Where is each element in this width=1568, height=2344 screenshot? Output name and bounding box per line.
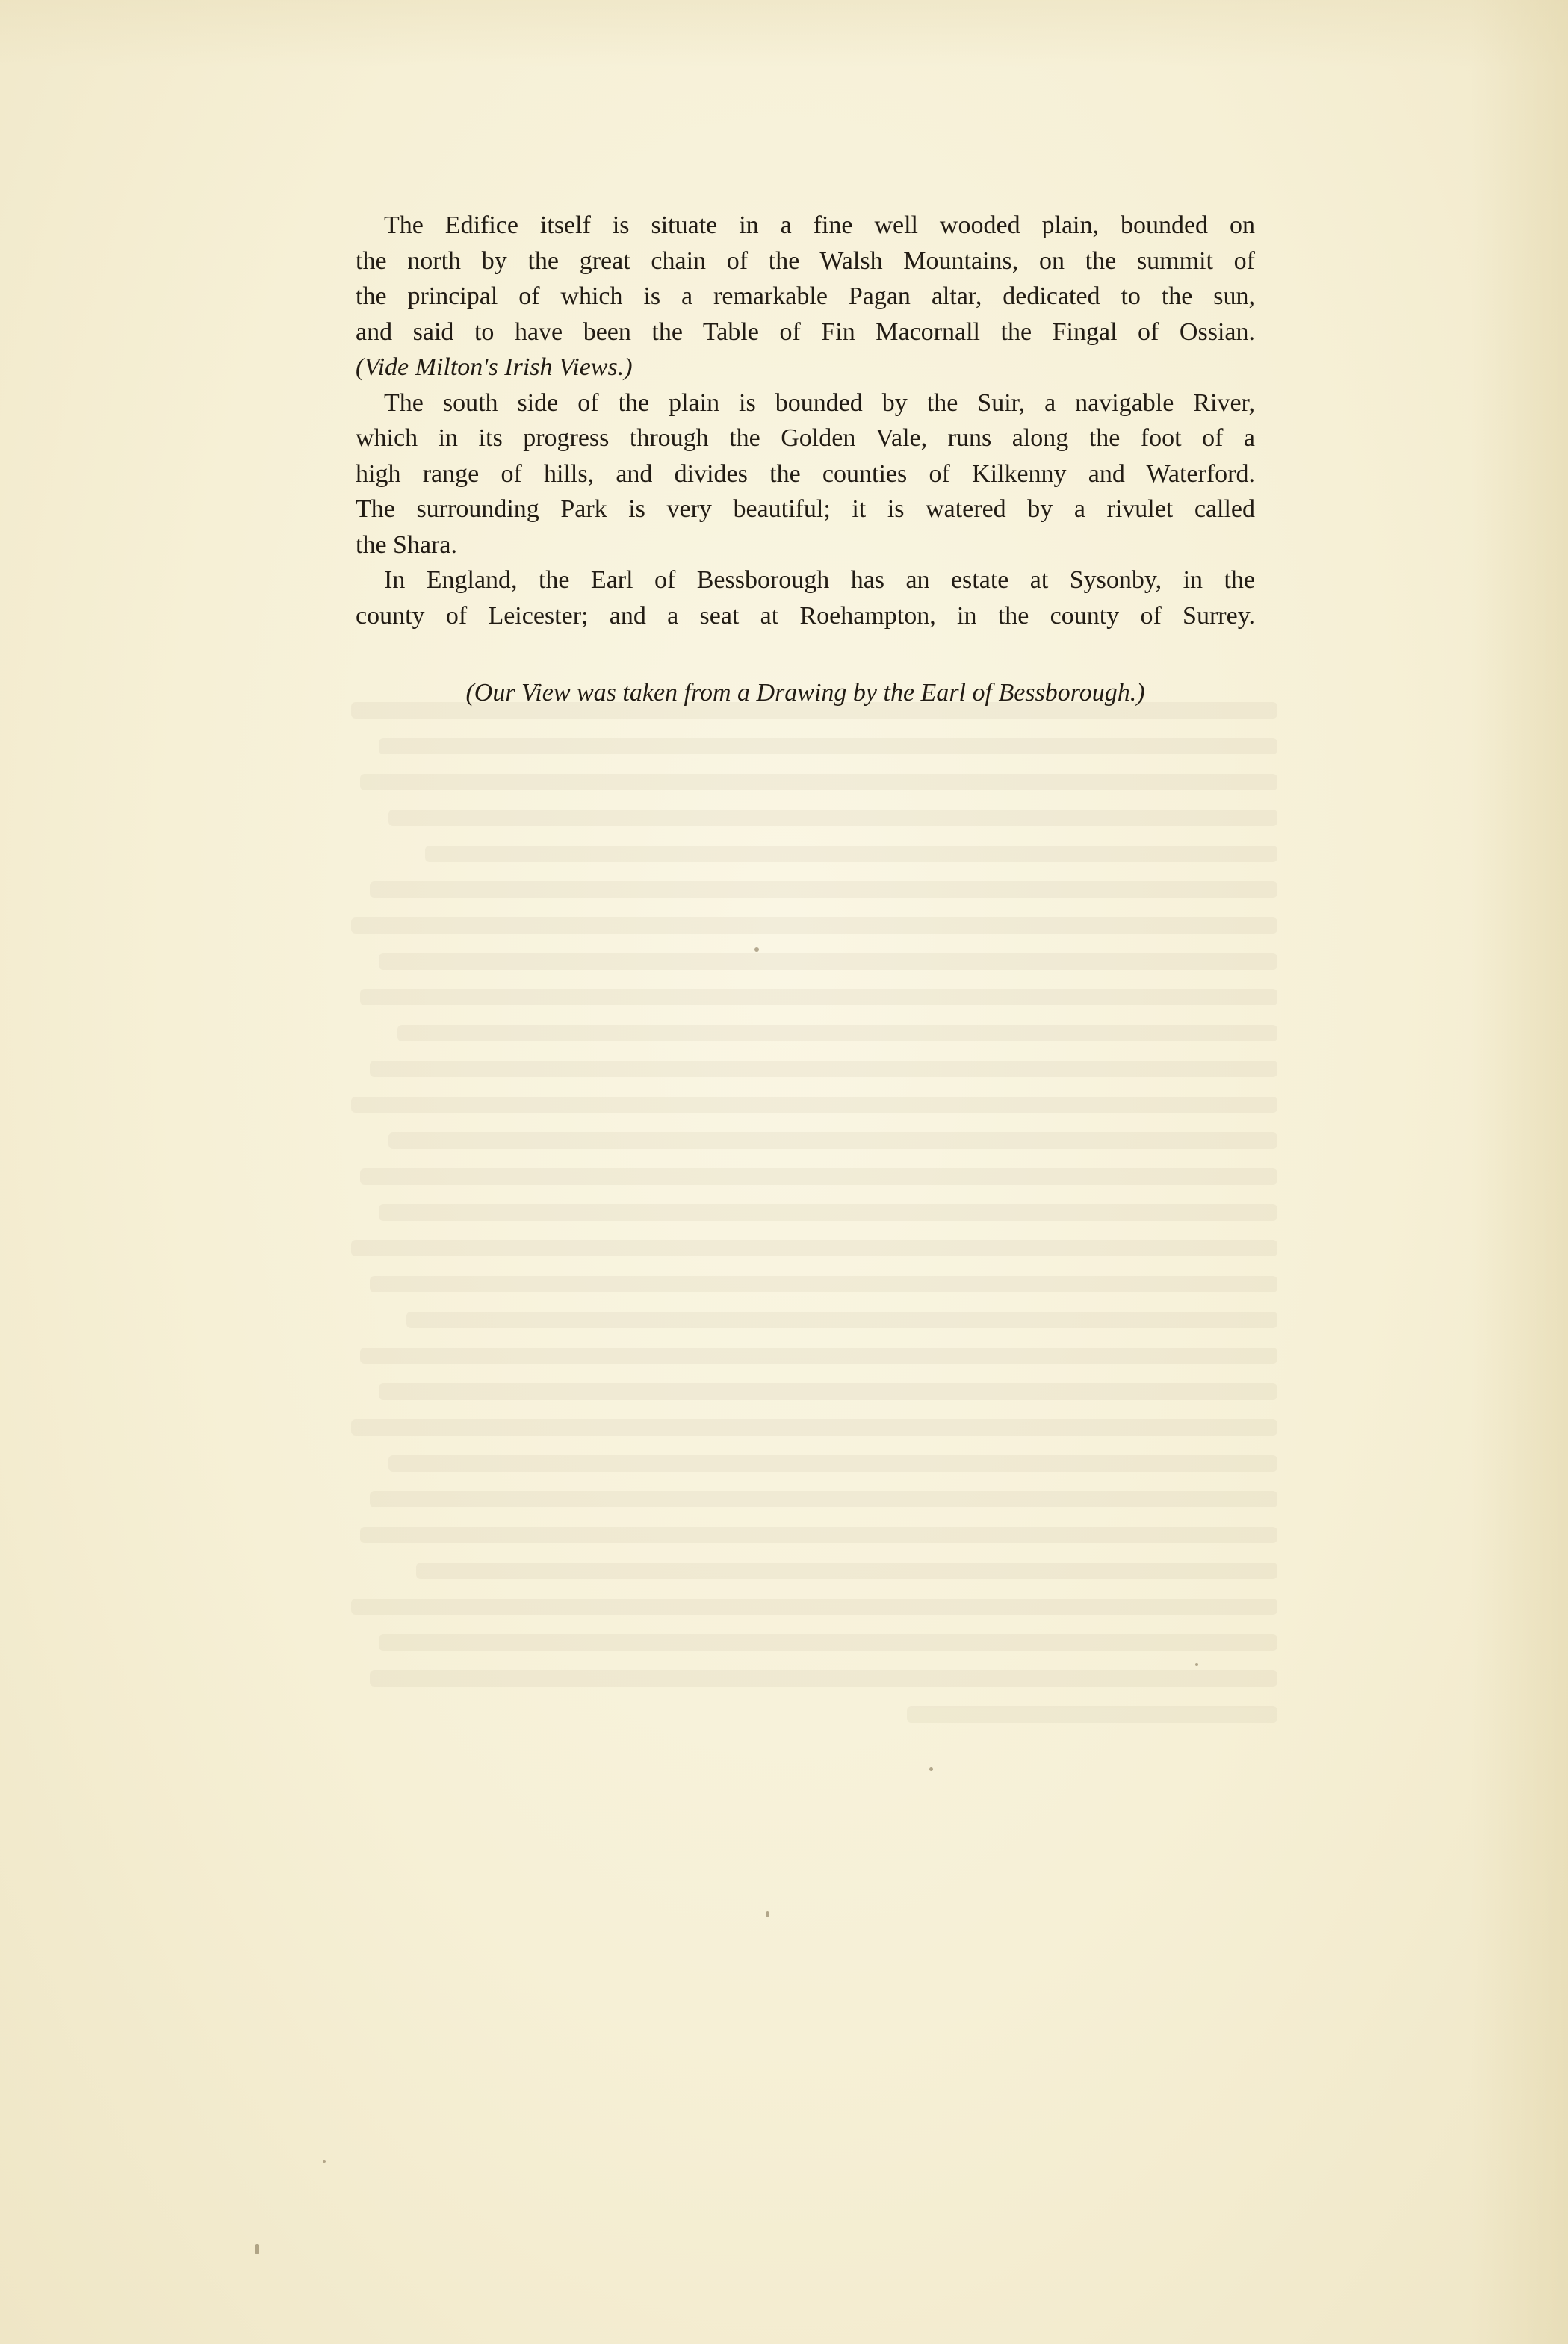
show-through-text bbox=[351, 702, 1277, 1897]
paper-speck bbox=[754, 947, 759, 952]
text-line-10: the Shara. bbox=[356, 530, 457, 559]
text-line-3: the principal of which is a remarkable Pagan altar, dedicated to the sun, bbox=[356, 282, 1255, 310]
text-line-12: county of Leicester; and a seat at Roehampton, in the county of Surrey. bbox=[356, 601, 1255, 630]
text-line-2: the north by the great chain of the Walsh Mountains, on the summit of bbox=[356, 247, 1255, 275]
paper-speck bbox=[1195, 1663, 1198, 1666]
text-line-6: The south side of the plain is bounded by the Suir, a navigable River, bbox=[384, 388, 1255, 417]
text-line-7: which in its progress through the Golden Vale, runs along the foot of a bbox=[356, 424, 1255, 452]
paper-speck bbox=[323, 2160, 326, 2163]
paper-speck bbox=[255, 2244, 259, 2254]
paper-speck bbox=[929, 1767, 933, 1771]
body-text bbox=[356, 208, 1255, 633]
paper-edge-shade bbox=[1471, 0, 1568, 2344]
text-line-11: In England, the Earl of Bessborough has an estate at Sysonby, in the bbox=[384, 566, 1255, 594]
text-line-8: high range of hills, and divides the counties of Kilkenny and Waterford. bbox=[356, 459, 1255, 488]
text-line-9: The surrounding Park is very beautiful; it is watered by a rivulet called bbox=[356, 495, 1255, 523]
paper-top-shade bbox=[0, 0, 1568, 67]
text-line-4: and said to have been the Table of Fin Macornall the Fingal of Ossian. bbox=[356, 317, 1255, 346]
paper-speck bbox=[766, 1911, 769, 1917]
text-line-1: The Edifice itself is situate in a fine well wooded plain, bounded on bbox=[384, 211, 1255, 239]
text-line-5-reference: (Vide Milton's Irish Views.) bbox=[356, 353, 633, 381]
view-caption: (Our View was taken from a Drawing by the Earl of Bessborough.) bbox=[465, 679, 1145, 707]
